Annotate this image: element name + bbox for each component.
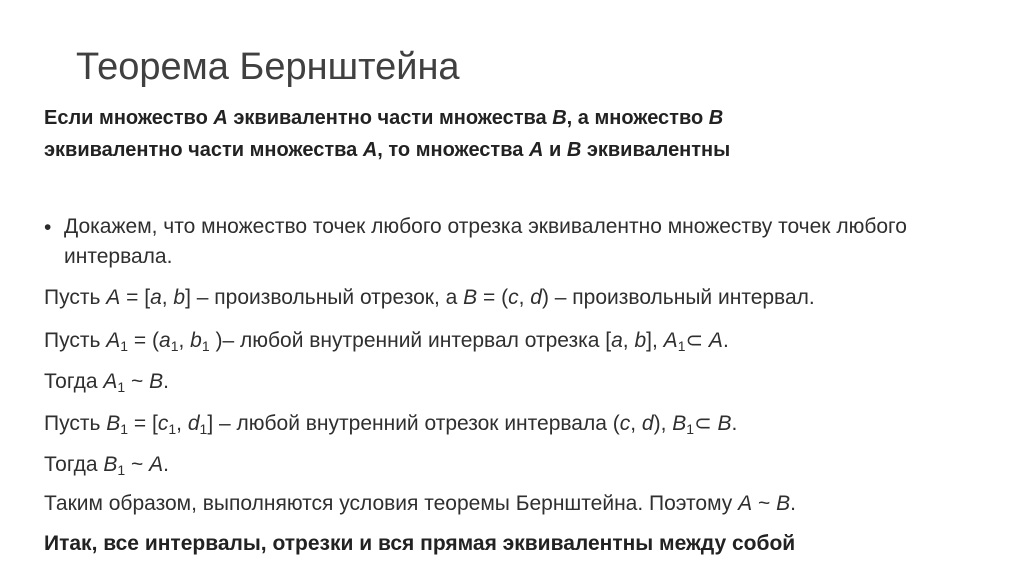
s: 1 (199, 421, 208, 437)
t: Тогда (44, 453, 104, 476)
var: A (362, 139, 378, 161)
v: a (150, 286, 162, 309)
v: A (663, 329, 678, 352)
var: B (708, 107, 724, 129)
v: B (106, 412, 121, 435)
proof-line-2 (44, 328, 729, 354)
t: )– любой внутренний интервал отрезка [ (209, 329, 612, 352)
v: A (106, 329, 121, 352)
s: 1 (686, 421, 695, 437)
t: = [ (128, 412, 158, 435)
t: Пусть (44, 412, 107, 435)
proof-line-3 (44, 370, 169, 395)
s: 1 (120, 421, 129, 437)
conclusion: Итак, все интервалы, отрезки и вся прямая эквивалентны между собой (44, 532, 796, 555)
text: эквивалентно части множества (227, 107, 553, 129)
proof-line-5 (44, 453, 169, 478)
v: b (634, 329, 647, 352)
s: 1 (170, 338, 179, 354)
t: ) – произвольный интервал. (541, 286, 815, 309)
v: d (641, 412, 654, 435)
v: A (738, 492, 753, 515)
t: , (176, 412, 188, 435)
t: , (630, 412, 642, 435)
v: c (508, 286, 519, 309)
v: d (530, 286, 542, 309)
proof-line-6 (44, 492, 796, 516)
text: эквивалентны (581, 139, 731, 161)
var: A (528, 139, 544, 161)
var: A (213, 107, 228, 129)
var: B (566, 139, 582, 161)
t: Пусть (44, 329, 107, 352)
s: 1 (677, 338, 686, 354)
v: A (103, 370, 118, 393)
v: A (708, 329, 723, 352)
text: и (543, 139, 567, 161)
v: B (776, 492, 791, 515)
t: ), (653, 412, 673, 435)
t: , (178, 329, 191, 352)
s: 1 (120, 338, 129, 354)
t: = ( (128, 329, 160, 352)
t: ⊂ (694, 412, 718, 435)
v: B (463, 286, 478, 309)
v: A (149, 453, 164, 476)
t: ~ (125, 370, 150, 393)
t: Тогда (44, 370, 104, 393)
t: . (790, 492, 796, 515)
t: = [ (120, 286, 151, 309)
proof-line-1 (44, 286, 815, 310)
slide-title: Теорема Бернштейна (76, 46, 460, 88)
v: B (717, 412, 732, 435)
s: 1 (117, 379, 126, 395)
t: . (163, 453, 169, 476)
t: , (161, 286, 174, 309)
s: 1 (201, 338, 210, 354)
proof-line-4 (44, 411, 737, 437)
t: = ( (477, 286, 509, 309)
v: B (672, 412, 687, 435)
text: , а множество (566, 107, 709, 129)
t: ⊂ (685, 329, 709, 352)
v: c (157, 412, 169, 435)
t: , (518, 286, 531, 309)
v: b (190, 329, 202, 352)
bullet-text: Докажем, что множество точек любого отрезка эквивалентно множеству точек любого интервала. (64, 215, 907, 268)
t: , (622, 329, 635, 352)
s: 1 (117, 462, 126, 478)
var: B (552, 107, 567, 129)
v: B (149, 370, 164, 393)
text: , то множества (377, 139, 529, 161)
v: B (103, 453, 118, 476)
v: a (159, 329, 171, 352)
t: Пусть (44, 286, 107, 309)
t: ~ (125, 453, 150, 476)
t: ~ (752, 492, 777, 515)
v: c (619, 412, 631, 435)
theorem-statement (44, 102, 1004, 166)
t: Таким образом, выполняются условия теоремы Бернштейна. Поэтому (44, 492, 739, 515)
s: 1 (168, 421, 177, 437)
text: эквивалентно части множества (44, 139, 363, 161)
v: A (106, 286, 121, 309)
t: ] – любой внутренний отрезок интервала ( (207, 412, 620, 435)
t: . (731, 412, 738, 435)
v: d (187, 412, 200, 435)
v: a (611, 329, 623, 352)
v: b (173, 286, 186, 309)
bullet-marker: • (44, 216, 52, 239)
t: ], (646, 329, 664, 352)
t: ] – произвольный отрезок, а (185, 286, 464, 309)
t: . (722, 329, 729, 352)
text: Если множество (44, 107, 214, 129)
t: . (163, 370, 169, 393)
